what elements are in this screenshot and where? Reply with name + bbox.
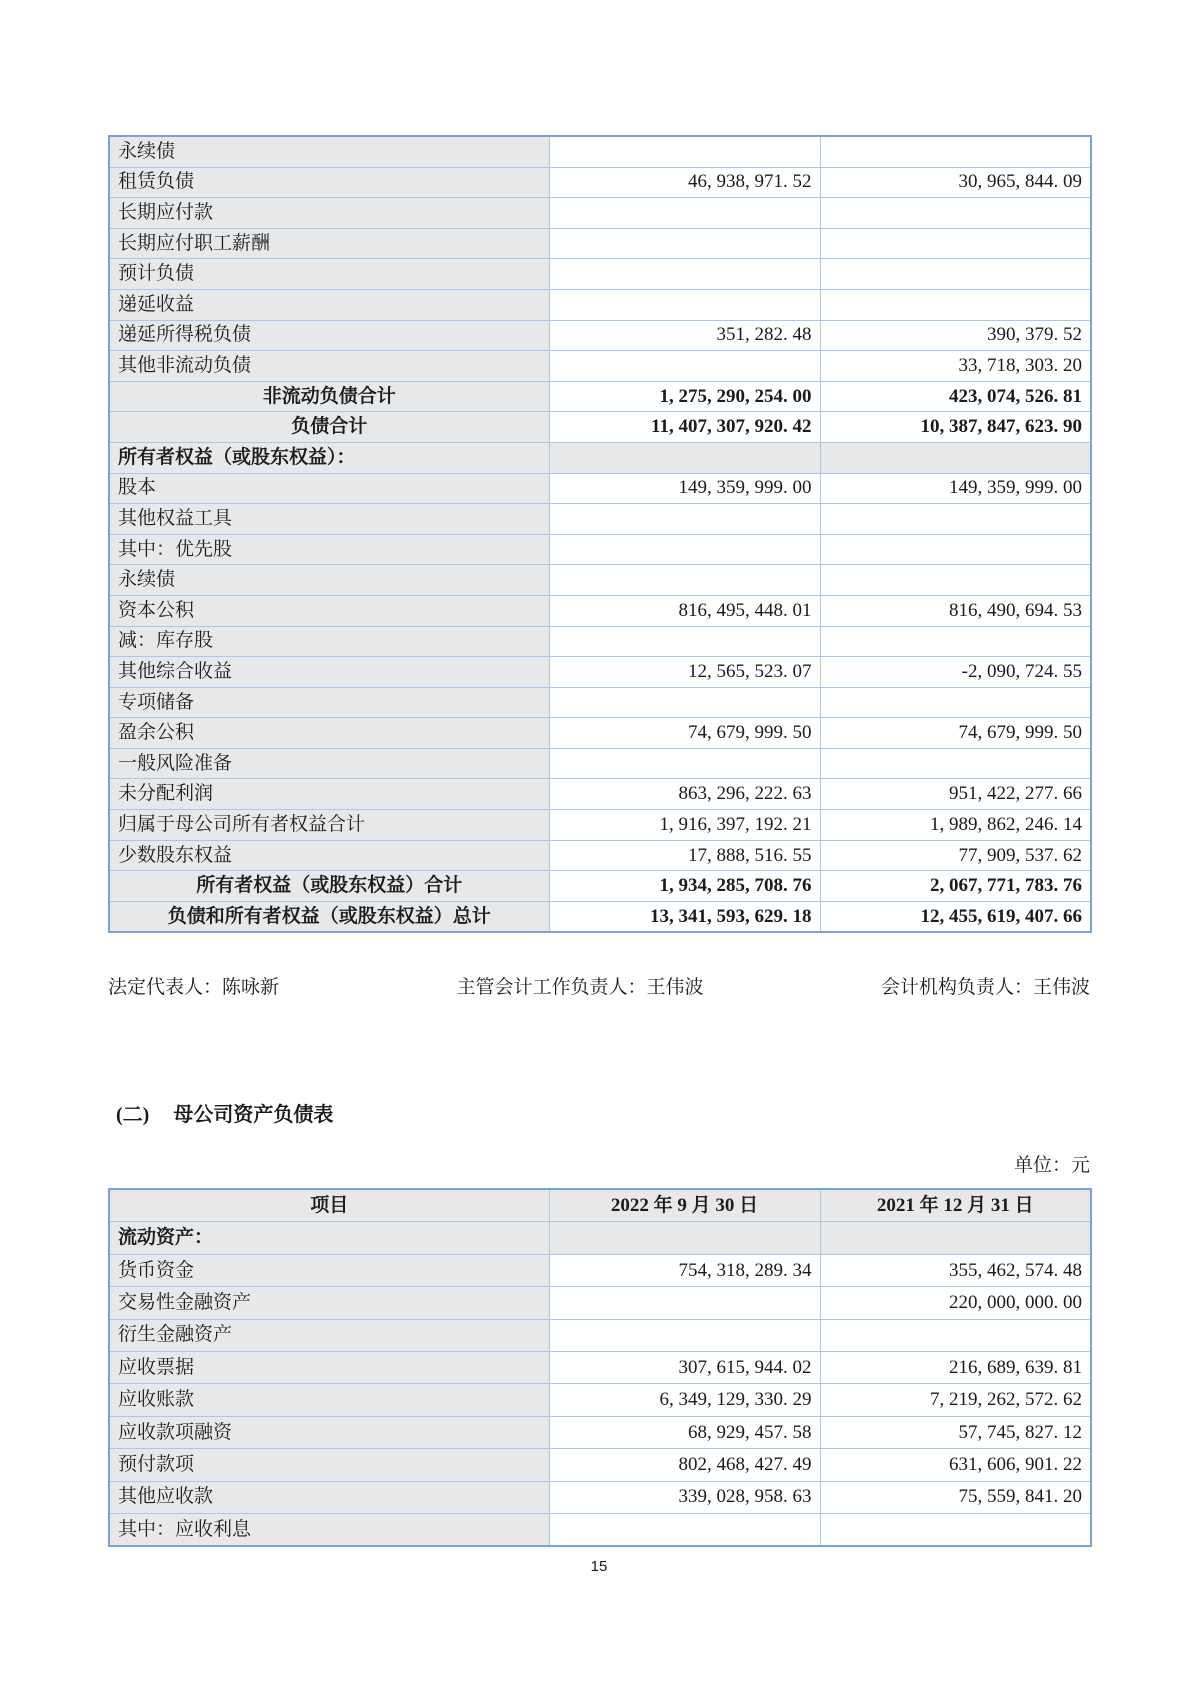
legal-representative-label: 法定代表人：陈咏新 bbox=[108, 977, 280, 998]
item-label-cell: 资本公积 bbox=[109, 595, 549, 626]
value-2022-cell: 13, 341, 593, 629. 18 bbox=[549, 901, 820, 932]
value-2021-cell bbox=[820, 1513, 1091, 1546]
value-2021-cell: 951, 422, 277. 66 bbox=[820, 779, 1091, 810]
item-label-cell: 交易性金融资产 bbox=[109, 1287, 549, 1319]
table-row bbox=[109, 657, 1091, 688]
value-2021-cell bbox=[820, 198, 1091, 229]
item-label-cell: 未分配利润 bbox=[109, 779, 549, 810]
table-row bbox=[109, 1351, 1091, 1383]
table-row bbox=[109, 1287, 1091, 1319]
table-row bbox=[109, 687, 1091, 718]
value-2022-cell bbox=[549, 687, 820, 718]
value-2021-cell bbox=[820, 1319, 1091, 1351]
item-label-cell: 股本 bbox=[109, 473, 549, 504]
value-2021-cell bbox=[820, 504, 1091, 535]
item-label-cell: 递延收益 bbox=[109, 289, 549, 320]
value-2021-cell: 77, 909, 537. 62 bbox=[820, 840, 1091, 871]
value-2022-cell: 1, 934, 285, 708. 76 bbox=[549, 871, 820, 902]
value-2022-cell: 46, 938, 971. 52 bbox=[549, 167, 820, 198]
table-row bbox=[109, 1513, 1091, 1546]
value-2021-cell: 390, 379. 52 bbox=[820, 320, 1091, 351]
consolidated-balance-sheet-table bbox=[108, 135, 1092, 933]
value-2021-cell bbox=[820, 1222, 1091, 1254]
header-2021-cell: 2021 年 12 月 31 日 bbox=[820, 1189, 1091, 1222]
value-2021-cell: 75, 559, 841. 20 bbox=[820, 1481, 1091, 1513]
item-label-cell: 预计负债 bbox=[109, 259, 549, 290]
table-row bbox=[109, 289, 1091, 320]
parent-company-balance-sheet-table bbox=[108, 1188, 1092, 1547]
item-label-cell: 应收账款 bbox=[109, 1384, 549, 1416]
signature-line bbox=[108, 972, 1090, 999]
section-index: (二) bbox=[116, 1104, 150, 1126]
table-row bbox=[109, 534, 1091, 565]
item-label-cell: 所有者权益（或股东权益）合计 bbox=[109, 871, 549, 902]
table-row bbox=[109, 1254, 1091, 1286]
item-label-cell: 其他应收款 bbox=[109, 1481, 549, 1513]
table-row bbox=[109, 840, 1091, 871]
value-2022-cell: 863, 296, 222. 63 bbox=[549, 779, 820, 810]
item-label-cell: 流动资产： bbox=[109, 1222, 549, 1254]
value-2021-cell bbox=[820, 687, 1091, 718]
item-label-cell: 负债和所有者权益（或股东权益）总计 bbox=[109, 901, 549, 932]
table-row bbox=[109, 442, 1091, 473]
item-label-cell: 少数股东权益 bbox=[109, 840, 549, 871]
table-row bbox=[109, 167, 1091, 198]
value-2021-cell: 220, 000, 000. 00 bbox=[820, 1287, 1091, 1319]
table-row bbox=[109, 871, 1091, 902]
value-2022-cell: 816, 495, 448. 01 bbox=[549, 595, 820, 626]
value-2022-cell: 307, 615, 944. 02 bbox=[549, 1351, 820, 1383]
value-2022-cell bbox=[549, 136, 820, 167]
table-row bbox=[109, 901, 1091, 932]
value-2022-cell bbox=[549, 1319, 820, 1351]
value-2021-cell: 216, 689, 639. 81 bbox=[820, 1351, 1091, 1383]
value-2021-cell: 74, 679, 999. 50 bbox=[820, 718, 1091, 749]
value-2022-cell bbox=[549, 442, 820, 473]
table-row bbox=[109, 504, 1091, 535]
table-header-row bbox=[109, 1189, 1091, 1222]
item-label-cell: 货币资金 bbox=[109, 1254, 549, 1286]
table-row bbox=[109, 198, 1091, 229]
item-label-cell: 减：库存股 bbox=[109, 626, 549, 657]
value-2021-cell bbox=[820, 228, 1091, 259]
value-2021-cell: 1, 989, 862, 246. 14 bbox=[820, 810, 1091, 841]
item-label-cell: 归属于母公司所有者权益合计 bbox=[109, 810, 549, 841]
table-row bbox=[109, 748, 1091, 779]
value-2021-cell: -2, 090, 724. 55 bbox=[820, 657, 1091, 688]
table-row bbox=[109, 595, 1091, 626]
table-row bbox=[109, 473, 1091, 504]
value-2022-cell: 17, 888, 516. 55 bbox=[549, 840, 820, 871]
section-heading bbox=[116, 1098, 333, 1127]
table-row bbox=[109, 1384, 1091, 1416]
value-2022-cell bbox=[549, 504, 820, 535]
item-label-cell: 其他非流动负债 bbox=[109, 351, 549, 382]
value-2022-cell bbox=[549, 748, 820, 779]
header-2022-cell: 2022 年 9 月 30 日 bbox=[549, 1189, 820, 1222]
accounting-dept-head-label: 会计机构负责人：王伟波 bbox=[880, 977, 1090, 998]
item-label-cell: 非流动负债合计 bbox=[109, 381, 549, 412]
item-label-cell: 应收票据 bbox=[109, 1351, 549, 1383]
value-2022-cell bbox=[549, 198, 820, 229]
table-row bbox=[109, 351, 1091, 382]
value-2021-cell bbox=[820, 442, 1091, 473]
value-2021-cell: 355, 462, 574. 48 bbox=[820, 1254, 1091, 1286]
value-2021-cell: 423, 074, 526. 81 bbox=[820, 381, 1091, 412]
value-2021-cell: 30, 965, 844. 09 bbox=[820, 167, 1091, 198]
value-2022-cell bbox=[549, 1222, 820, 1254]
value-2021-cell: 10, 387, 847, 623. 90 bbox=[820, 412, 1091, 443]
value-2021-cell bbox=[820, 748, 1091, 779]
table-row bbox=[109, 1481, 1091, 1513]
table-row bbox=[109, 136, 1091, 167]
value-2022-cell: 351, 282. 48 bbox=[549, 320, 820, 351]
value-2021-cell: 33, 718, 303. 20 bbox=[820, 351, 1091, 382]
item-label-cell: 衍生金融资产 bbox=[109, 1319, 549, 1351]
value-2022-cell: 68, 929, 457. 58 bbox=[549, 1416, 820, 1448]
value-2022-cell bbox=[549, 289, 820, 320]
value-2022-cell: 6, 349, 129, 330. 29 bbox=[549, 1384, 820, 1416]
table-row bbox=[109, 1319, 1091, 1351]
value-2021-cell bbox=[820, 289, 1091, 320]
value-2022-cell: 1, 275, 290, 254. 00 bbox=[549, 381, 820, 412]
header-item-cell: 项目 bbox=[109, 1189, 549, 1222]
section-title: 母公司资产负债表 bbox=[173, 1104, 334, 1126]
item-label-cell: 租赁负债 bbox=[109, 167, 549, 198]
value-2022-cell bbox=[549, 351, 820, 382]
item-label-cell: 盈余公积 bbox=[109, 718, 549, 749]
table-row bbox=[109, 381, 1091, 412]
value-2022-cell bbox=[549, 1513, 820, 1546]
table-row bbox=[109, 412, 1091, 443]
chief-accountant-label: 主管会计工作负责人：王伟波 bbox=[456, 977, 704, 998]
value-2021-cell: 7, 219, 262, 572. 62 bbox=[820, 1384, 1091, 1416]
table-row bbox=[109, 626, 1091, 657]
value-2022-cell: 754, 318, 289. 34 bbox=[549, 1254, 820, 1286]
item-label-cell: 其他综合收益 bbox=[109, 657, 549, 688]
value-2021-cell bbox=[820, 534, 1091, 565]
table-row bbox=[109, 779, 1091, 810]
item-label-cell: 递延所得税负债 bbox=[109, 320, 549, 351]
value-2021-cell bbox=[820, 259, 1091, 290]
unit-note: 单位：元 bbox=[1013, 1155, 1090, 1176]
value-2022-cell bbox=[549, 1287, 820, 1319]
item-label-cell: 负债合计 bbox=[109, 412, 549, 443]
value-2021-cell: 2, 067, 771, 783. 76 bbox=[820, 871, 1091, 902]
table-row bbox=[109, 1222, 1091, 1254]
page-number: 15 bbox=[590, 1558, 608, 1575]
item-label-cell: 一般风险准备 bbox=[109, 748, 549, 779]
item-label-cell: 所有者权益（或股东权益）： bbox=[109, 442, 549, 473]
value-2022-cell bbox=[549, 565, 820, 596]
value-2022-cell bbox=[549, 626, 820, 657]
value-2022-cell: 802, 468, 427. 49 bbox=[549, 1449, 820, 1481]
value-2021-cell: 57, 745, 827. 12 bbox=[820, 1416, 1091, 1448]
value-2021-cell bbox=[820, 136, 1091, 167]
value-2021-cell: 631, 606, 901. 22 bbox=[820, 1449, 1091, 1481]
value-2022-cell: 149, 359, 999. 00 bbox=[549, 473, 820, 504]
table-row bbox=[109, 228, 1091, 259]
value-2022-cell bbox=[549, 534, 820, 565]
item-label-cell: 其中：优先股 bbox=[109, 534, 549, 565]
value-2022-cell: 11, 407, 307, 920. 42 bbox=[549, 412, 820, 443]
item-label-cell: 其中：应收利息 bbox=[109, 1513, 549, 1546]
value-2022-cell bbox=[549, 228, 820, 259]
table-row bbox=[109, 259, 1091, 290]
item-label-cell: 永续债 bbox=[109, 136, 549, 167]
value-2022-cell: 12, 565, 523. 07 bbox=[549, 657, 820, 688]
value-2022-cell: 1, 916, 397, 192. 21 bbox=[549, 810, 820, 841]
item-label-cell: 预付款项 bbox=[109, 1449, 549, 1481]
value-2021-cell bbox=[820, 565, 1091, 596]
value-2021-cell: 149, 359, 999. 00 bbox=[820, 473, 1091, 504]
table-row bbox=[109, 810, 1091, 841]
item-label-cell: 永续债 bbox=[109, 565, 549, 596]
table-row bbox=[109, 718, 1091, 749]
value-2021-cell: 816, 490, 694. 53 bbox=[820, 595, 1091, 626]
value-2022-cell bbox=[549, 259, 820, 290]
table-row bbox=[109, 565, 1091, 596]
value-2022-cell: 339, 028, 958. 63 bbox=[549, 1481, 820, 1513]
value-2021-cell: 12, 455, 619, 407. 66 bbox=[820, 901, 1091, 932]
table-row bbox=[109, 1416, 1091, 1448]
table-row bbox=[109, 1449, 1091, 1481]
item-label-cell: 专项储备 bbox=[109, 687, 549, 718]
item-label-cell: 长期应付款 bbox=[109, 198, 549, 229]
table-row bbox=[109, 320, 1091, 351]
item-label-cell: 应收款项融资 bbox=[109, 1416, 549, 1448]
value-2021-cell bbox=[820, 626, 1091, 657]
item-label-cell: 长期应付职工薪酬 bbox=[109, 228, 549, 259]
item-label-cell: 其他权益工具 bbox=[109, 504, 549, 535]
value-2022-cell: 74, 679, 999. 50 bbox=[549, 718, 820, 749]
